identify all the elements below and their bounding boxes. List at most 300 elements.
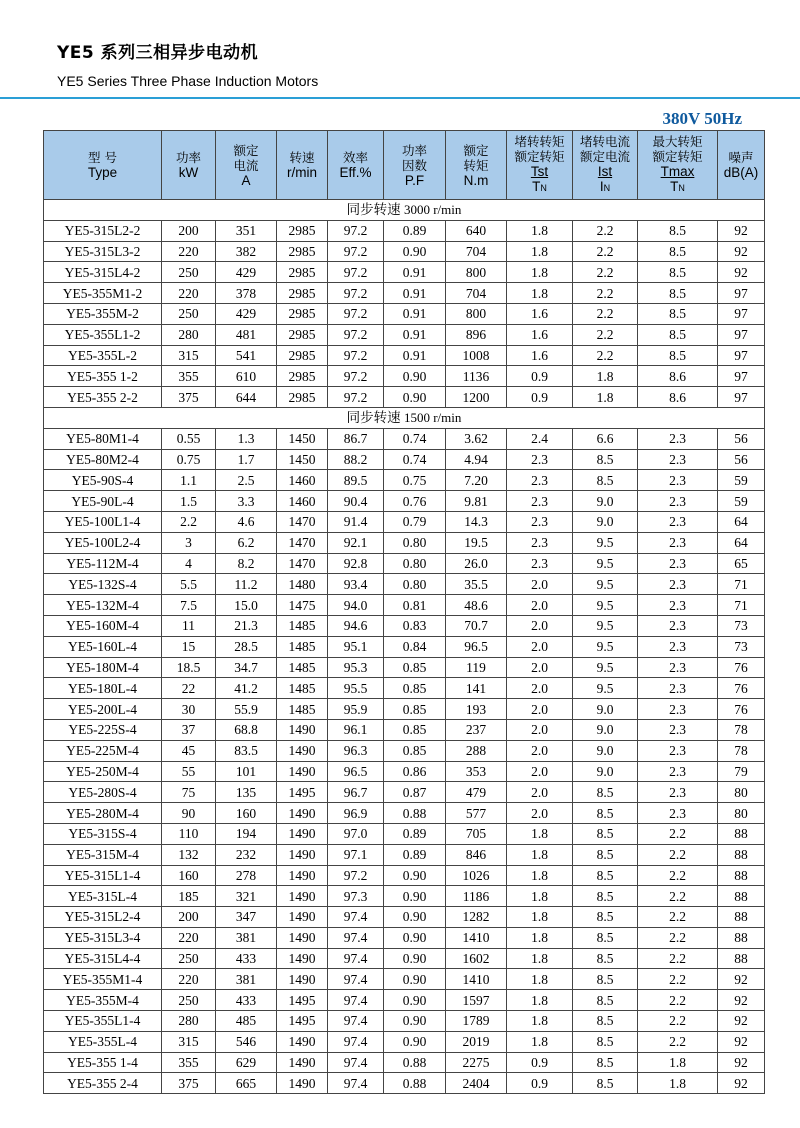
- table-cell: 1470: [277, 511, 328, 532]
- column-header-en: A: [241, 172, 251, 188]
- table-cell: 5.5: [162, 574, 216, 595]
- table-cell: 2.2: [573, 324, 638, 345]
- table-row: [44, 1052, 765, 1073]
- table-cell: 11.2: [216, 574, 277, 595]
- table-cell: 93.4: [328, 574, 384, 595]
- table-cell: YE5-100L2-4: [44, 532, 162, 553]
- table-cell: 288: [446, 740, 507, 761]
- table-cell: 1.8: [507, 948, 573, 969]
- table-cell: 193: [446, 699, 507, 720]
- table-cell: 2.2: [573, 303, 638, 324]
- table-cell: 2.0: [507, 719, 573, 740]
- table-row: [44, 927, 765, 948]
- table-cell: 97.4: [328, 1031, 384, 1052]
- table-cell: 6.2: [216, 532, 277, 553]
- table-cell: YE5-355M-4: [44, 990, 162, 1011]
- table-cell: 0.74: [384, 428, 446, 449]
- table-cell: 1490: [277, 927, 328, 948]
- table-cell: 1.8: [573, 387, 638, 408]
- table-cell: 0.91: [384, 303, 446, 324]
- table-cell: 96.5: [328, 761, 384, 782]
- table-cell: 97.2: [328, 220, 384, 241]
- table-cell: 97.0: [328, 823, 384, 844]
- table-cell: 9.0: [573, 719, 638, 740]
- table-cell: YE5-90L-4: [44, 491, 162, 512]
- table-row: [44, 387, 765, 408]
- table-cell: 21.3: [216, 615, 277, 636]
- table-cell: 481: [216, 324, 277, 345]
- table-cell: 321: [216, 886, 277, 907]
- table-cell: 8.5: [573, 803, 638, 824]
- table-cell: 220: [162, 241, 216, 262]
- table-cell: 2404: [446, 1073, 507, 1094]
- table-cell: YE5-315L3-2: [44, 241, 162, 262]
- table-cell: 90: [162, 803, 216, 824]
- table-cell: 2.2: [638, 969, 718, 990]
- table-cell: 0.86: [384, 761, 446, 782]
- table-cell: 9.5: [573, 678, 638, 699]
- table-cell: 92.8: [328, 553, 384, 574]
- column-header-denominator: TN: [670, 179, 685, 194]
- table-cell: 1460: [277, 470, 328, 491]
- table-cell: YE5-160L-4: [44, 636, 162, 657]
- table-row: [44, 740, 765, 761]
- table-cell: 3.62: [446, 428, 507, 449]
- column-header-cn: 型 号: [88, 150, 117, 165]
- table-cell: 88: [718, 886, 765, 907]
- table-cell: 97.4: [328, 927, 384, 948]
- table-cell: 0.88: [384, 1073, 446, 1094]
- table-cell: 1410: [446, 927, 507, 948]
- table-cell: 1.6: [507, 303, 573, 324]
- table-cell: 73: [718, 615, 765, 636]
- table-cell: 9.81: [446, 491, 507, 512]
- table-cell: 96.5: [446, 636, 507, 657]
- column-header-cn: 转速: [289, 150, 315, 165]
- column-header-numerator: Ist: [597, 164, 613, 179]
- table-cell: 3: [162, 532, 216, 553]
- table-cell: 2.2: [638, 886, 718, 907]
- table-cell: 8.2: [216, 553, 277, 574]
- table-cell: 0.80: [384, 553, 446, 574]
- table-cell: 28.5: [216, 636, 277, 657]
- table-row: [44, 324, 765, 345]
- table-cell: 479: [446, 782, 507, 803]
- table-cell: 381: [216, 969, 277, 990]
- table-cell: 64: [718, 511, 765, 532]
- table-cell: 2.3: [638, 719, 718, 740]
- table-cell: 2.3: [638, 740, 718, 761]
- table-row: [44, 678, 765, 699]
- table-cell: 0.84: [384, 636, 446, 657]
- table-cell: 91.4: [328, 511, 384, 532]
- table-cell: 381: [216, 927, 277, 948]
- table-cell: 2985: [277, 387, 328, 408]
- table-cell: 0.90: [384, 1031, 446, 1052]
- table-cell: 9.5: [573, 532, 638, 553]
- table-cell: 41.2: [216, 678, 277, 699]
- table-cell: 1490: [277, 740, 328, 761]
- table-cell: 0.88: [384, 803, 446, 824]
- table-row: [44, 636, 765, 657]
- table-cell: 2.2: [638, 844, 718, 865]
- table-cell: 2.2: [638, 823, 718, 844]
- table-cell: 541: [216, 345, 277, 366]
- table-cell: YE5-355L-4: [44, 1031, 162, 1052]
- table-row: [44, 886, 765, 907]
- table-cell: 1480: [277, 574, 328, 595]
- table-cell: 88: [718, 865, 765, 886]
- table-cell: 88: [718, 948, 765, 969]
- table-cell: 0.75: [162, 449, 216, 470]
- table-cell: 8.5: [573, 823, 638, 844]
- table-cell: 0.79: [384, 511, 446, 532]
- column-header: [638, 131, 718, 200]
- table-cell: 45: [162, 740, 216, 761]
- table-cell: 0.74: [384, 449, 446, 470]
- table-cell: YE5-90S-4: [44, 470, 162, 491]
- table-cell: YE5-100L1-4: [44, 511, 162, 532]
- table-row: [44, 345, 765, 366]
- table-cell: 250: [162, 262, 216, 283]
- table-cell: YE5-80M1-4: [44, 428, 162, 449]
- table-cell: 1485: [277, 699, 328, 720]
- table-cell: 97.2: [328, 387, 384, 408]
- table-cell: 8.5: [573, 782, 638, 803]
- table-cell: 2.3: [638, 615, 718, 636]
- table-row: [44, 449, 765, 470]
- table-cell: 9.0: [573, 761, 638, 782]
- table-cell: 2.2: [162, 511, 216, 532]
- table-cell: 80: [718, 782, 765, 803]
- table-cell: 375: [162, 387, 216, 408]
- table-cell: 1.8: [507, 886, 573, 907]
- column-header-cn: 额定: [233, 142, 259, 158]
- table-cell: YE5-132M-4: [44, 595, 162, 616]
- table-cell: 2985: [277, 324, 328, 345]
- table-cell: 1.8: [507, 823, 573, 844]
- table-cell: 2.0: [507, 678, 573, 699]
- column-header-numerator: Tmax: [660, 164, 695, 179]
- table-row: [44, 761, 765, 782]
- table-cell: 96.1: [328, 719, 384, 740]
- table-cell: 2.0: [507, 615, 573, 636]
- section-speed: 1500 r/min: [403, 410, 462, 426]
- table-cell: 382: [216, 241, 277, 262]
- table-cell: 0.90: [384, 241, 446, 262]
- table-cell: 1495: [277, 782, 328, 803]
- table-cell: 8.5: [573, 865, 638, 886]
- table-cell: 200: [162, 907, 216, 928]
- table-row: [44, 553, 765, 574]
- table-cell: 97.4: [328, 1073, 384, 1094]
- table-cell: 2.2: [573, 283, 638, 304]
- table-cell: 65: [718, 553, 765, 574]
- table-cell: 59: [718, 491, 765, 512]
- table-cell: 2.3: [638, 470, 718, 491]
- column-header-cn: 额定转矩: [652, 149, 703, 164]
- table-cell: 1.8: [507, 1031, 573, 1052]
- table-cell: 1282: [446, 907, 507, 928]
- column-header-subscript: N: [603, 183, 611, 193]
- table-cell: 2.3: [638, 574, 718, 595]
- table-cell: 0.81: [384, 595, 446, 616]
- table-cell: 1.8: [507, 969, 573, 990]
- table-cell: 83.5: [216, 740, 277, 761]
- table-cell: 9.0: [573, 699, 638, 720]
- table-cell: YE5-315L3-4: [44, 927, 162, 948]
- table-row: [44, 969, 765, 990]
- column-header-cn: 堵转电流: [579, 134, 630, 149]
- table-cell: YE5-112M-4: [44, 553, 162, 574]
- table-cell: 92: [718, 990, 765, 1011]
- table-cell: 2.3: [638, 449, 718, 470]
- table-cell: YE5-315L1-4: [44, 865, 162, 886]
- table-cell: 629: [216, 1052, 277, 1073]
- table-cell: 88: [718, 907, 765, 928]
- table-cell: 97.4: [328, 1052, 384, 1073]
- table-row: [44, 574, 765, 595]
- table-cell: 2.5: [216, 470, 277, 491]
- table-row: [44, 241, 765, 262]
- table-cell: YE5-315S-4: [44, 823, 162, 844]
- table-cell: 355: [162, 1052, 216, 1073]
- table-cell: 0.89: [384, 823, 446, 844]
- table-cell: 2.0: [507, 740, 573, 761]
- table-cell: 315: [162, 1031, 216, 1052]
- table-row: [44, 1073, 765, 1094]
- table-cell: 429: [216, 303, 277, 324]
- table-cell: 429: [216, 262, 277, 283]
- table-cell: 280: [162, 1011, 216, 1032]
- table-row: [44, 948, 765, 969]
- table-cell: 0.90: [384, 387, 446, 408]
- table-row: [44, 283, 765, 304]
- table-cell: YE5-80M2-4: [44, 449, 162, 470]
- table-cell: 610: [216, 366, 277, 387]
- table-cell: 1485: [277, 636, 328, 657]
- table-row: [44, 699, 765, 720]
- table-cell: 2.3: [507, 449, 573, 470]
- table-cell: 64: [718, 532, 765, 553]
- table-cell: 8.5: [638, 303, 718, 324]
- table-cell: 0.75: [384, 470, 446, 491]
- table-cell: 1470: [277, 553, 328, 574]
- table-cell: 92: [718, 241, 765, 262]
- table-cell: 2.3: [507, 553, 573, 574]
- table-cell: 95.1: [328, 636, 384, 657]
- table-cell: YE5-315M-4: [44, 844, 162, 865]
- table-cell: 250: [162, 948, 216, 969]
- table-cell: 97.2: [328, 366, 384, 387]
- table-cell: YE5-180M-4: [44, 657, 162, 678]
- column-header-cn: 最大转矩: [652, 134, 703, 149]
- table-cell: YE5-355 1-4: [44, 1052, 162, 1073]
- table-cell: YE5-355M-2: [44, 303, 162, 324]
- table-cell: 2985: [277, 262, 328, 283]
- table-cell: 1.3: [216, 428, 277, 449]
- table-cell: 97.2: [328, 324, 384, 345]
- table-cell: 232: [216, 844, 277, 865]
- table-cell: 378: [216, 283, 277, 304]
- table-cell: 14.3: [446, 511, 507, 532]
- table-cell: 705: [446, 823, 507, 844]
- table-cell: 2.3: [507, 511, 573, 532]
- table-cell: 97: [718, 324, 765, 345]
- table-cell: 97.2: [328, 241, 384, 262]
- section-row: [44, 407, 765, 428]
- table-row: [44, 491, 765, 512]
- table-cell: 2.3: [638, 678, 718, 699]
- table-cell: 2275: [446, 1052, 507, 1073]
- table-cell: 1008: [446, 345, 507, 366]
- table-cell: 2985: [277, 366, 328, 387]
- spec-table: [43, 130, 765, 1094]
- table-cell: 79: [718, 761, 765, 782]
- table-cell: 1410: [446, 969, 507, 990]
- table-cell: 1475: [277, 595, 328, 616]
- table-cell: YE5-315L2-2: [44, 220, 162, 241]
- table-cell: 119: [446, 657, 507, 678]
- page-title: YE5 系列三相异步电动机: [57, 43, 259, 63]
- table-cell: 0.90: [384, 366, 446, 387]
- table-cell: 2019: [446, 1031, 507, 1052]
- table-cell: 132: [162, 844, 216, 865]
- table-cell: 35.5: [446, 574, 507, 595]
- table-cell: YE5-315L-4: [44, 886, 162, 907]
- table-cell: 94.6: [328, 615, 384, 636]
- table-cell: 96.3: [328, 740, 384, 761]
- table-row: [44, 719, 765, 740]
- table-cell: 2.3: [638, 699, 718, 720]
- table-cell: YE5-355 2-4: [44, 1073, 162, 1094]
- table-cell: 8.5: [573, 927, 638, 948]
- table-cell: 95.5: [328, 678, 384, 699]
- table-cell: 97.2: [328, 283, 384, 304]
- section-speed: 3000 r/min: [403, 202, 462, 218]
- table-cell: 0.88: [384, 1052, 446, 1073]
- table-cell: 2.2: [638, 990, 718, 1011]
- table-cell: 1490: [277, 865, 328, 886]
- table-cell: 96.9: [328, 803, 384, 824]
- table-cell: 1495: [277, 1011, 328, 1032]
- table-cell: 640: [446, 220, 507, 241]
- table-cell: 1490: [277, 823, 328, 844]
- table-cell: 9.0: [573, 511, 638, 532]
- table-cell: 1490: [277, 907, 328, 928]
- table-cell: 30: [162, 699, 216, 720]
- table-cell: 73: [718, 636, 765, 657]
- table-cell: 315: [162, 345, 216, 366]
- column-header-cn: 功率: [401, 142, 427, 158]
- table-cell: 88: [718, 927, 765, 948]
- section-label-cn: 同步转速: [346, 202, 401, 218]
- table-cell: 665: [216, 1073, 277, 1094]
- table-cell: 71: [718, 574, 765, 595]
- table-cell: 8.5: [573, 1073, 638, 1094]
- table-cell: 9.5: [573, 574, 638, 595]
- section-label: [44, 200, 765, 221]
- table-cell: 280: [162, 324, 216, 345]
- table-cell: 1.8: [638, 1052, 718, 1073]
- table-cell: 9.5: [573, 657, 638, 678]
- table-cell: 2.2: [573, 220, 638, 241]
- table-cell: 0.87: [384, 782, 446, 803]
- table-cell: 9.0: [573, 491, 638, 512]
- table-cell: 800: [446, 303, 507, 324]
- column-header: [446, 131, 507, 200]
- table-cell: 1.8: [507, 927, 573, 948]
- table-cell: 2.2: [638, 907, 718, 928]
- table-cell: 1490: [277, 948, 328, 969]
- table-cell: YE5-355L1-4: [44, 1011, 162, 1032]
- table-cell: 1490: [277, 803, 328, 824]
- table-cell: 97.2: [328, 303, 384, 324]
- table-cell: 0.89: [384, 844, 446, 865]
- table-cell: 0.76: [384, 491, 446, 512]
- column-header-cn: 因数: [401, 157, 427, 173]
- table-cell: 2.2: [573, 262, 638, 283]
- table-cell: YE5-225M-4: [44, 740, 162, 761]
- table-cell: 89.5: [328, 470, 384, 491]
- table-row: [44, 220, 765, 241]
- table-cell: 1186: [446, 886, 507, 907]
- table-cell: 0.85: [384, 699, 446, 720]
- table-cell: 34.7: [216, 657, 277, 678]
- table-cell: 1597: [446, 990, 507, 1011]
- column-header-denominator: IN: [599, 179, 611, 194]
- table-cell: 433: [216, 990, 277, 1011]
- table-cell: 92: [718, 1052, 765, 1073]
- table-cell: 101: [216, 761, 277, 782]
- table-cell: 88: [718, 823, 765, 844]
- table-cell: 135: [216, 782, 277, 803]
- table-cell: 92: [718, 1073, 765, 1094]
- table-cell: 0.85: [384, 657, 446, 678]
- table-row: [44, 303, 765, 324]
- table-cell: 1460: [277, 491, 328, 512]
- table-cell: 347: [216, 907, 277, 928]
- column-header-subscript: N: [678, 183, 685, 193]
- table-cell: 2985: [277, 220, 328, 241]
- table-cell: 185: [162, 886, 216, 907]
- table-cell: 2.0: [507, 761, 573, 782]
- section-label: [44, 407, 765, 428]
- table-cell: 160: [162, 865, 216, 886]
- table-cell: 8.5: [573, 969, 638, 990]
- table-cell: 8.5: [638, 262, 718, 283]
- table-cell: 2985: [277, 303, 328, 324]
- table-cell: 94.0: [328, 595, 384, 616]
- table-cell: 1.8: [638, 1073, 718, 1094]
- table-cell: 0.91: [384, 283, 446, 304]
- table-cell: 0.9: [507, 366, 573, 387]
- table-cell: 1490: [277, 1031, 328, 1052]
- table-cell: 278: [216, 865, 277, 886]
- table-cell: 1.8: [507, 241, 573, 262]
- column-header-cn: 功率: [175, 150, 201, 165]
- table-cell: YE5-355 1-2: [44, 366, 162, 387]
- table-cell: 1.8: [507, 907, 573, 928]
- table-cell: 0.90: [384, 865, 446, 886]
- table-cell: 2.3: [638, 761, 718, 782]
- column-header: [277, 131, 328, 200]
- table-cell: 1490: [277, 1073, 328, 1094]
- table-cell: 353: [446, 761, 507, 782]
- table-row: [44, 803, 765, 824]
- table-cell: 194: [216, 823, 277, 844]
- table-cell: 485: [216, 1011, 277, 1032]
